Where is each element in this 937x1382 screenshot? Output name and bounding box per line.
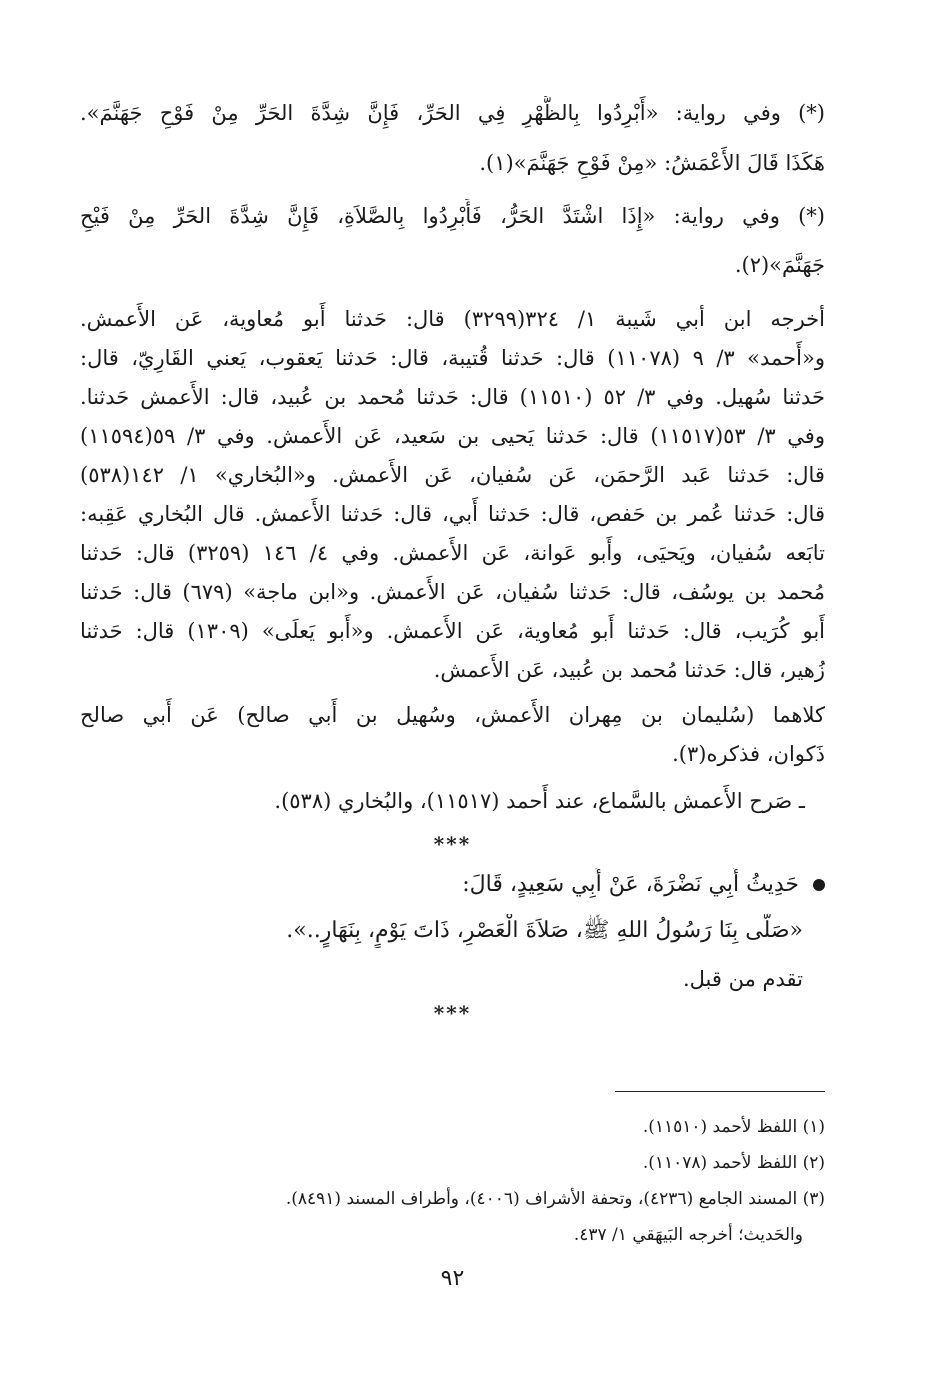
text-line: ذَكوان، فذكره(٣). bbox=[672, 742, 825, 766]
text-line: أخرجه ابن أبي شَيبة ١/ ٣٢٤(٣٢٩٩) قال: حَدثنا أَبو مُعاوية، عَن الأَعمش. bbox=[80, 307, 825, 331]
bullet-icon bbox=[813, 879, 825, 891]
text-line: جَهَنَّمَ»(٢). bbox=[734, 253, 825, 277]
section-separator: *** bbox=[433, 832, 472, 856]
text-line: ـ صَرح الأَعمش بالسَّماع، عند أَحمد (١١٥١٧)، والبُخاري (٥٣٨). bbox=[274, 789, 805, 813]
text-line: حَدثنا سُهيل. وفي ٣/ ٥٢ (١١٥١٠) قال: حَدثنا مُحمد بن عُبيد، قال: الأَعمش حَدثنا. bbox=[80, 385, 825, 409]
footnote: (١) اللفظ لأحمد (١١٥١٠). bbox=[642, 1117, 825, 1137]
section-separator: *** bbox=[433, 1001, 472, 1025]
hadith-title-text: حَدِيثُ أَبِي نَضْرَةَ، عَنْ أَبِي سَعِيدٍ، قَالَ: bbox=[462, 872, 799, 897]
hadith-title bbox=[80, 868, 825, 902]
footnote: والحَديث؛ أخرجه البَيهَقي ١/ ٤٣٧. bbox=[573, 1225, 803, 1245]
text-line: كلاهما (سُليمان بن مِهران الأَعمش، وسُهيل بن أَبي صالح) عَن أَبي صالح bbox=[80, 703, 825, 727]
hadith-text: «صَلَّى بِنَا رَسُولُ اللهِ ﷺ، صَلاَةَ الْعَصْرِ، ذَاتَ يَوْمٍ، بِنَهَارٍ..». bbox=[286, 918, 803, 943]
footnote-rule bbox=[615, 1091, 825, 1092]
page bbox=[80, 96, 825, 1296]
text-line: هَكَذَا قَالَ الأَعْمَشُ: «مِنْ فَوْحِ جَهَنَّمَ»(١). bbox=[479, 151, 825, 175]
text-line: (*) وفي رواية: «أَبْرِدُوا بِالظُّهْرِ فِي الحَرِّ، فَإِنَّ شِدَّةَ الحَرِّ مِنْ فَوْحِ جَهَنَّمَ». bbox=[80, 101, 825, 125]
text-line: و«أَحمد» ٣/ ٩ (١١٠٧٨) قال: حَدثنا قُتيبة، قال: حَدثنا يَعقوب، يَعني القَارِيّ، قال: bbox=[80, 346, 825, 370]
text-line: قال: حَدثنا عَبد الرَّحمَن، عَن سُفيان، عَن الأَعمش. و«البُخاري» ١/ ١٤٢(٥٣٨) bbox=[80, 463, 825, 487]
text-line: مُحمد بن يوسُف، قال: حَدثنا سُفيان، عَن الأَعمش. و«ابن ماجة» (٦٧٩) قال: حَدثنا bbox=[80, 580, 825, 604]
text-line: زُهير، قال: حَدثنا مُحمد بن عُبيد، عَن الأَعمش. bbox=[433, 658, 825, 682]
text-line: أَبو كُرَيب، قال: حَدثنا أَبو مُعاوية، عَن الأَعمش. و«أَبو يَعلَى» (١٣٠٩) قال: حَدثنا bbox=[80, 619, 825, 643]
page-number: ٩٢ bbox=[440, 1266, 465, 1291]
footnote: (٣) المسند الجامع (٤٢٣٦)، وتحفة الأشراف (٤٠٠٦)، وأطراف المسند (٨٤٩١). bbox=[285, 1189, 825, 1209]
hadith-note: تقدم من قبل. bbox=[682, 967, 803, 991]
text-line: (*) وفي رواية: «إِذَا اشْتَدَّ الحَرُّ، فَأَبْرِدُوا بِالصَّلاَةِ، فَإِنَّ شِدَّةَ الحَرِّ مِنْ فَيْحِ bbox=[80, 204, 825, 228]
footnote: (٢) اللفظ لأحمد (١١٠٧٨). bbox=[642, 1153, 825, 1173]
text-line: تابَعه سُفيان، ويَحيَى، وأَبو عَوانة، عَن الأَعمش. وفي ٤/ ١٤٦ (٣٢٥٩) قال: حَدثنا bbox=[80, 541, 825, 565]
text-line: قال: حَدثنا عُمر بن حَفص، قال: حَدثنا أَبي، قال: حَدثنا الأَعمش. قال البُخاري عَقِبه: bbox=[80, 502, 825, 526]
text-line: وفي ٣/ ٥٣(١١٥١٧) قال: حَدثنا يَحيى بن سَعيد، عَن الأَعمش. وفي ٣/ ٥٩(١١٥٩٤) bbox=[80, 424, 825, 448]
